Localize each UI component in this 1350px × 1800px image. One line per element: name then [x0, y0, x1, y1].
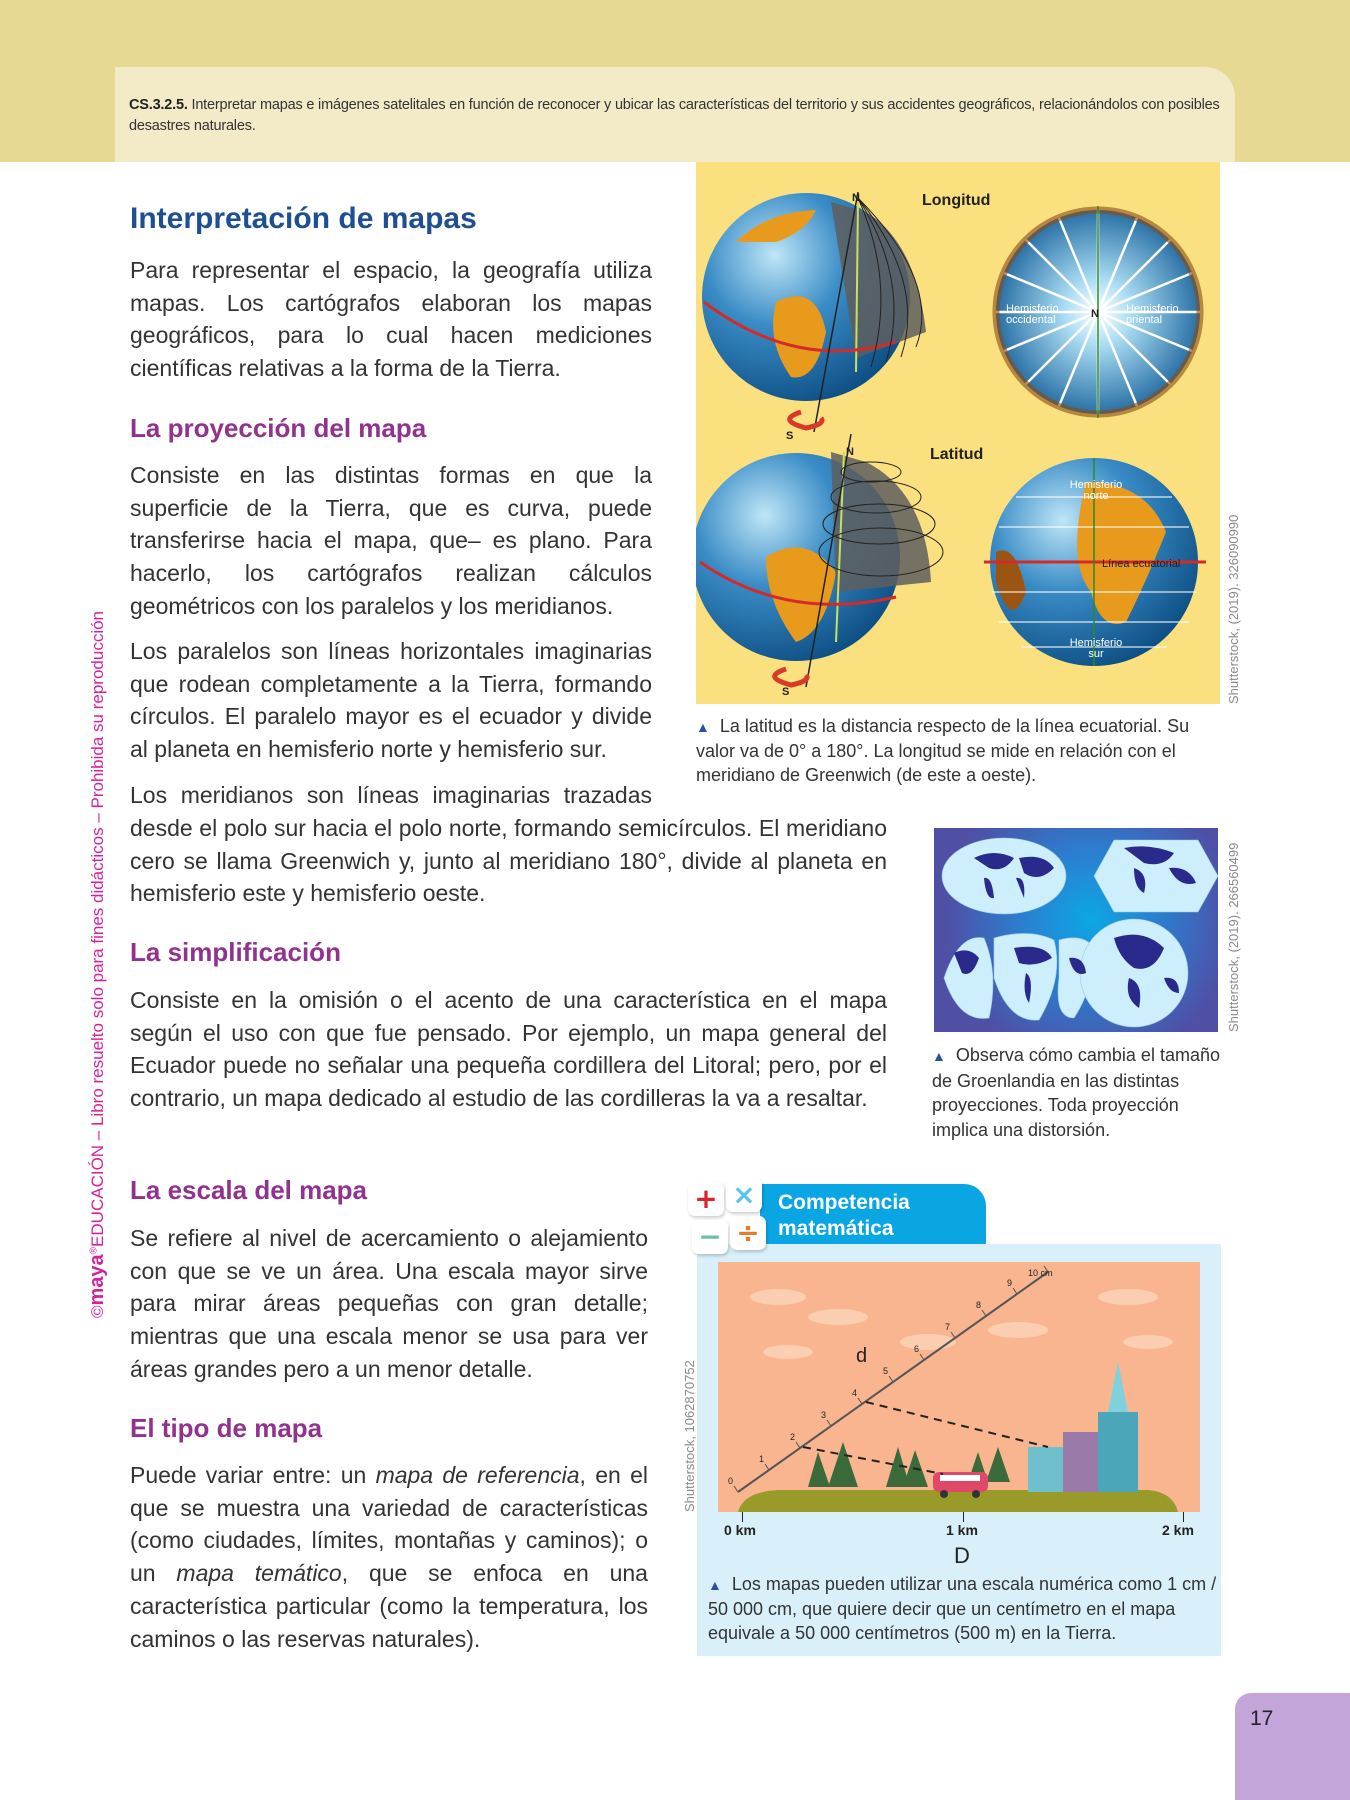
tick-1km [963, 1512, 964, 1522]
math-operations-icon [686, 1178, 768, 1256]
globe-longitude-3d [702, 192, 926, 432]
equator-label-front: Línea ecuatorial [1102, 558, 1181, 570]
map-type-paragraph: Puede variar entre: un mapa de referencia, en el que se muestra una variedad de características (como ciudades, límites, montañas y caminos); o un mapa temático, que se enfoca en una característica particular (como la temperatura, los caminos o las reservas naturales). [130, 1462, 648, 1652]
reproduction-notice: – Libro resuelto solo para fines didácticos – Prohibida su reproducción [88, 610, 107, 1145]
longitude-label: Longitud [922, 192, 991, 209]
scale-scene [718, 1262, 1200, 1512]
north-hemisphere-label: Hemisferio norte [1069, 479, 1123, 502]
west-hemisphere-label: Hemisferio occidental [1006, 303, 1059, 326]
north-pole-label-2: N [846, 446, 854, 458]
scale-paragraph: Se refiere al nivel de acercamiento o alejamiento con que se ve un área. Una escala mayor sirve para mirar áreas pequeñas con gran detalle; mientras que una escala menor se usa para ver áreas grandes pero a un menor detalle. [130, 1225, 648, 1382]
goode-projection [944, 933, 1094, 1020]
photo-credit-scale: Shutterstock, 1062870752 [682, 1360, 697, 1512]
figure-latitude-longitude [696, 162, 1220, 704]
scale-label-0km: 0 km [724, 1522, 756, 1538]
caption-triangle-icon: ▲ [696, 719, 710, 735]
globes-illustration [696, 162, 1220, 704]
times-icon: × [726, 1178, 762, 1212]
svg-text:2: 2 [790, 1432, 796, 1442]
north-pole-center: N [1091, 308, 1099, 320]
caption-scale: ▲ Los mapas pueden utilizar una escala numérica como 1 cm / 50 000 cm, que quiere decir que un centímetro en el mapa equivale a 50 000 centímetros (500 m) en la Tierra. [708, 1574, 1217, 1643]
standard-text: Interpretar mapas e imágenes satelitales en función de reconocer y ubicar las características del territorio y sus accidentes geográficos, relacionándolos con posibles desastres naturales. [129, 97, 1220, 134]
svg-text:6: 6 [914, 1344, 920, 1354]
photo-credit-globes: Shutterstock, (2019). 326090990 [1226, 514, 1241, 704]
divide-icon: ÷ [730, 1216, 766, 1250]
scale-label-1km: 1 km [946, 1522, 978, 1538]
brand-logo: maya [86, 1254, 108, 1306]
tick-0km [742, 1512, 743, 1522]
svg-text:7: 7 [945, 1322, 951, 1332]
svg-text:0: 0 [728, 1476, 734, 1486]
svg-text:3: 3 [821, 1410, 827, 1420]
projection-paragraph-1: Consiste en las distintas formas en que la superficie de la Tierra, que es curva, puede transferirse hacia el mapa, que– es plano. Para hacerlo, los cartógrafos realizan cálculos geométricos con los paralelos y los meridianos. [130, 462, 652, 619]
photo-credit-projections: Shutterstock, (2019). 266560499 [1226, 842, 1241, 1032]
page-title: Interpretación de mapas [130, 202, 477, 235]
real-distance-label: D [954, 1543, 970, 1568]
caption-triangle-icon: ▲ [932, 1048, 946, 1064]
publisher-name: EDUCACIÓN [88, 1144, 107, 1247]
registered-symbol: ® [88, 1246, 100, 1255]
svg-text:4: 4 [852, 1388, 858, 1398]
projection-paragraph-3-start: Los meridianos son líneas imaginarias trazadas [130, 782, 652, 808]
east-hemisphere-label: Hemisferio oriental [1126, 303, 1179, 326]
globe-latitude-3d [696, 434, 943, 687]
projection-paragraph-3-rest: desde el polo sur hacia el polo norte, formando semicírculos. El meridiano cero se llama Greenwich y, junto al meridiano 180°, divide al planeta en hemisferio este y hemisferio oeste. [130, 815, 887, 907]
svg-text:d: d [856, 1345, 868, 1367]
simplification-paragraph: Consiste en la omisión o el acento de una característica en el mapa según el uso con que fue pensado. Por ejemplo, un mapa general del Ecuador puede no señalar una pequeña cordillera del Litoral; pero, por el contrario, un mapa dedicado al estudio de las cordilleras la va a resaltar. [130, 987, 887, 1112]
competencia-title: Competencia matemática [778, 1191, 910, 1240]
caption-globes: ▲ La latitud es la distancia respecto de la línea ecuatorial. Su valor va de 0° a 180°. La longitud se mide en relación con el meridiano de Greenwich (de este a oeste). [696, 716, 1190, 785]
scale-illustration [718, 1262, 1200, 1512]
latitude-label: Latitud [930, 446, 984, 463]
projection-paragraph-2: Los paralelos son líneas horizontales imaginarias que rodean completamente a la Tierra, formando círculos. El paralelo mayor es el ecuador y divide al planeta en hemisferio norte y hemisferio sur. [130, 638, 652, 763]
term-thematic-map: mapa temático [176, 1560, 342, 1587]
heading-map-type: El tipo de mapa [130, 1413, 323, 1443]
minus-icon: − [692, 1220, 728, 1254]
projections-illustration [934, 828, 1218, 1032]
copyright-symbol: © [88, 1305, 107, 1318]
curriculum-standard-box [115, 67, 1235, 162]
svg-text:5: 5 [883, 1366, 889, 1376]
figure-map-projections [934, 828, 1218, 1032]
standard-code: CS.3.2.5. [129, 97, 188, 113]
heading-projection: La proyección del mapa [130, 413, 427, 443]
south-hemisphere-label: Hemisferio sur [1069, 637, 1123, 660]
svg-text:9: 9 [1007, 1278, 1013, 1288]
svg-text:1: 1 [759, 1454, 765, 1464]
caption-projections: ▲ Observa cómo cambia el tamaño de Groenlandia en las distintas proyecciones. Toda proyección implica una distorsión. [932, 1045, 1220, 1140]
tick-2km [1183, 1512, 1184, 1522]
north-pole-label: N [852, 192, 860, 204]
page-number: 17 [1250, 1707, 1274, 1730]
publisher-credit [86, 611, 109, 1318]
mollweide-projection [942, 838, 1066, 914]
south-pole-label: S [786, 430, 794, 442]
heading-simplification: La simplificación [130, 937, 341, 967]
svg-text:8: 8 [976, 1300, 982, 1310]
curriculum-standard [129, 95, 1221, 137]
plus-icon: + [688, 1182, 724, 1216]
svg-text:10 cm: 10 cm [1028, 1268, 1053, 1278]
scale-label-2km: 2 km [1162, 1522, 1194, 1538]
south-pole-label-2: S [782, 686, 790, 698]
caption-triangle-icon: ▲ [708, 1577, 722, 1593]
heading-scale: La escala del mapa [130, 1175, 368, 1205]
intro-paragraph: Para representar el espacio, la geografía utiliza mapas. Los cartógrafos elaboran los mapas geográficos, para lo cual hacen mediciones científicas relativas a la forma de la Tierra. [130, 257, 652, 382]
term-reference-map: mapa de referencia [375, 1462, 580, 1488]
